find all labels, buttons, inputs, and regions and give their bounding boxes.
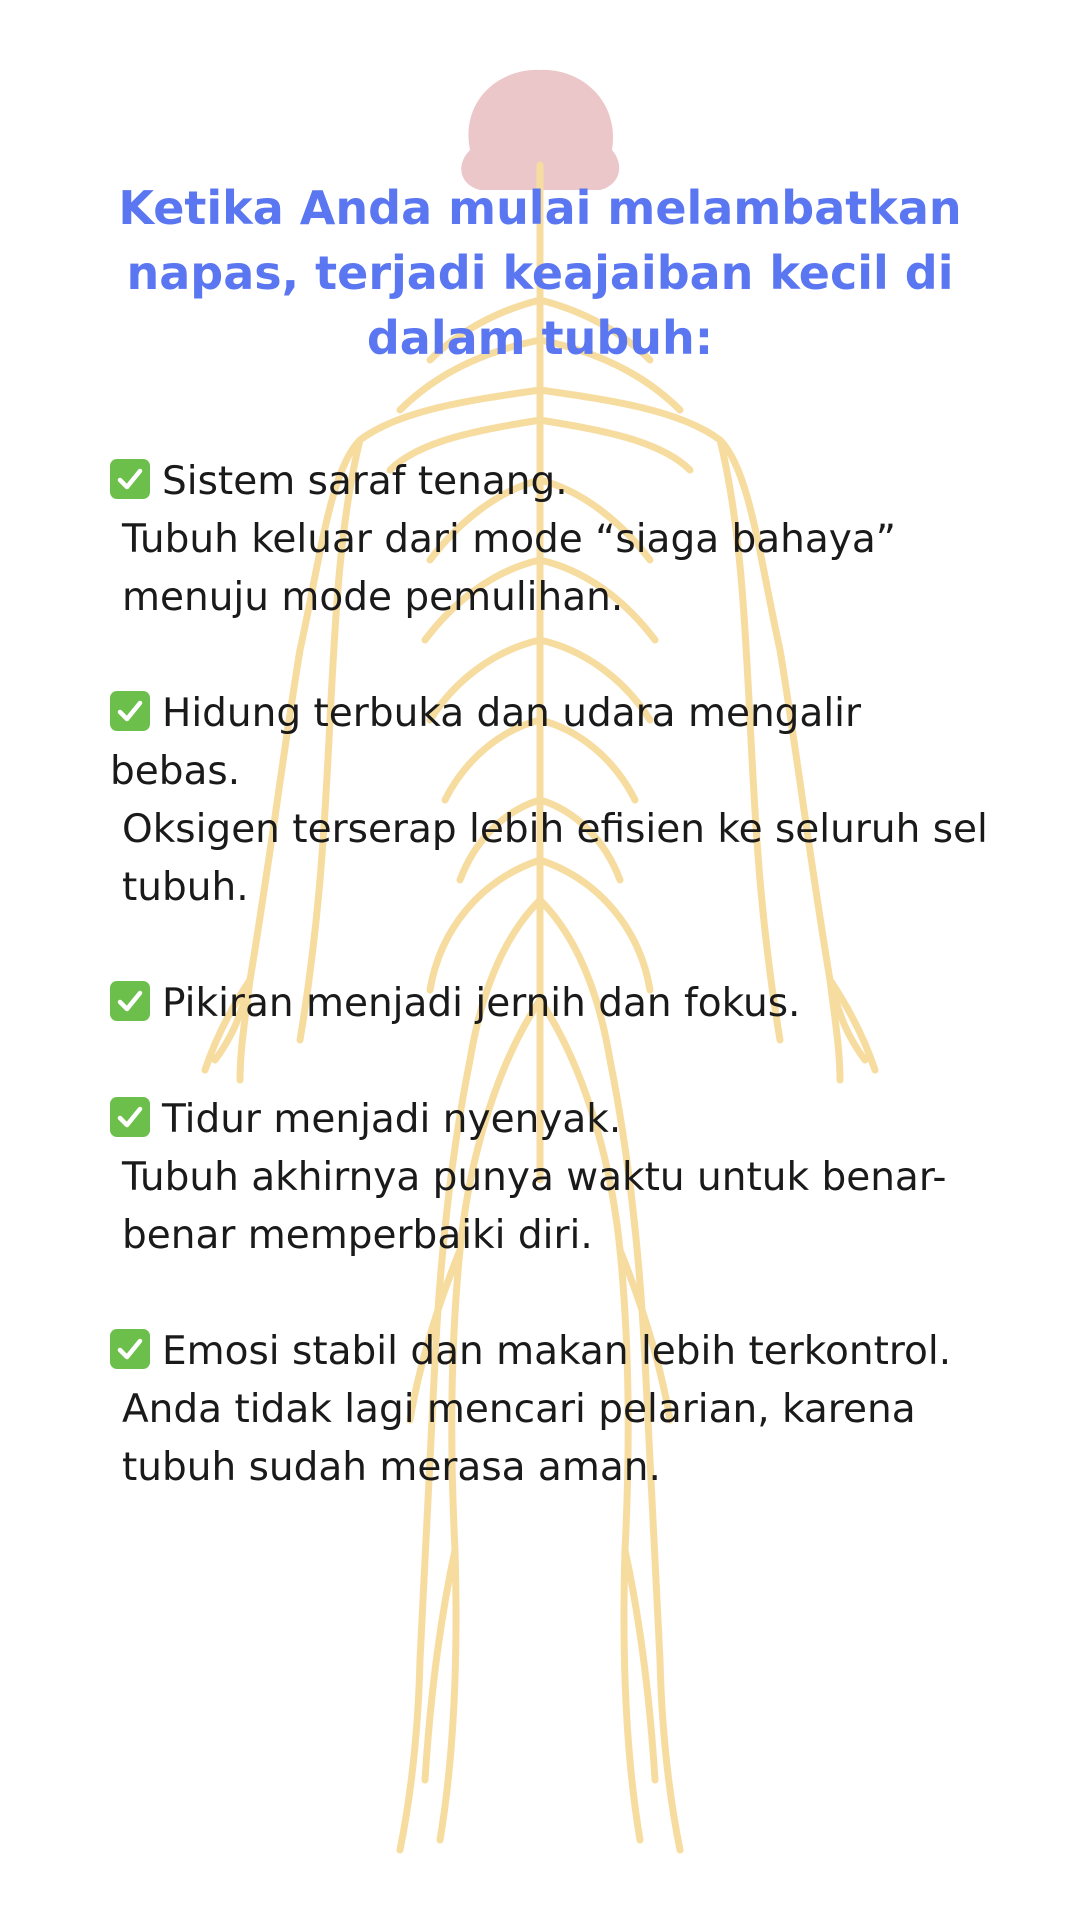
check-mark-icon <box>110 981 150 1021</box>
benefit-heading: Sistem saraf tenang. <box>162 459 568 504</box>
benefit-heading: Hidung terbuka dan udara mengalir bebas. <box>110 691 862 794</box>
benefit-detail: Tubuh akhirnya punya waktu untuk benar-benar memperbaiki diri. <box>122 1155 947 1258</box>
check-mark-icon <box>110 459 150 499</box>
check-mark-icon <box>110 1329 150 1369</box>
benefit-item <box>110 1323 990 1497</box>
benefit-heading: Emosi stabil dan makan lebih terkontrol. <box>162 1329 952 1374</box>
benefit-head-row <box>110 453 990 511</box>
benefit-head-row <box>110 975 990 1033</box>
benefit-heading: Pikiran menjadi jernih dan fokus. <box>162 981 801 1026</box>
page-title: Ketika Anda mulai melambatkan napas, terjadi keajaiban kecil di dalam tubuh: <box>118 181 962 365</box>
benefit-item <box>110 685 990 917</box>
benefit-detail: Anda tidak lagi mencari pelarian, karena tubuh sudah merasa aman. <box>122 1387 916 1490</box>
content <box>0 176 1080 1497</box>
benefit-list <box>110 453 988 1497</box>
benefit-head-row <box>110 1091 990 1149</box>
benefit-detail: Oksigen terserap lebih efisien ke seluruh sel tubuh. <box>122 807 988 910</box>
benefit-head-row <box>110 685 990 801</box>
benefit-item <box>110 453 990 627</box>
check-mark-icon <box>110 1097 150 1137</box>
benefit-detail: Tubuh keluar dari mode “siaga bahaya” menuju mode pemulihan. <box>122 517 896 620</box>
benefit-item <box>110 1091 990 1265</box>
check-mark-icon <box>110 691 150 731</box>
benefit-heading: Tidur menjadi nyenyak. <box>162 1097 622 1142</box>
benefit-item <box>110 975 990 1033</box>
benefit-head-row <box>110 1323 990 1381</box>
